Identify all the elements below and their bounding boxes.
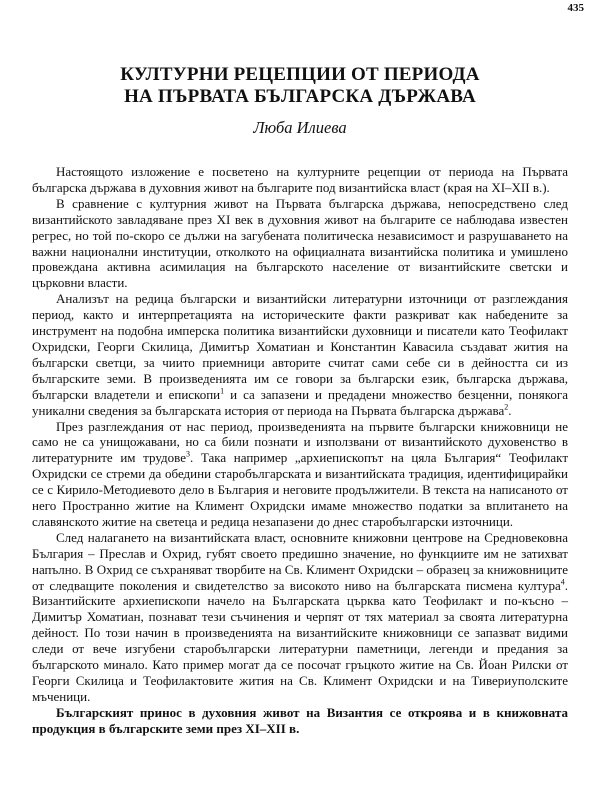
paragraph-text: Настоящото изложение е посветено на културните рецепции от периода на Първата българска държава в духовния живот на българите под византийска власт (края на XI–XII в.). [32, 164, 568, 195]
paragraph-text: . [508, 402, 512, 418]
paragraph-text: . Византийските архиепископи начело на Българската църква като Теофилакт и по-късно – Димитър Хоматиан, познават тези съчинения и черпят от тях материал за своята литературна дейност. По този начин в произведенията на византийските книжовници се запазват видими следи от вече изгубени старобългарски литературни паметници, легенди и предания за българското минало. Като пример могат да се посочат гръцкото житие на Св. Йоан Рилски от Георги Скилица и Теофилактовите жития на Св. Климент Охридски и на Тивериуполските мъченици. [32, 577, 568, 704]
page-number: 435 [567, 2, 584, 14]
paragraph-5 [32, 530, 568, 705]
footnote-ref-3: 3 [185, 449, 190, 459]
paragraph-6-bold [32, 705, 568, 737]
author-name: Люба Илиева [253, 118, 347, 137]
paragraph-text: . Така например „архиепископът на цяла България“ Теофилакт Охридски се стреми да обедини старобългарската и византийската традиция, идентифицирайки се с Кирило-Методиевото дело в България и неговите продължители. В текста на написаното от него Пространно житие на Климент Охридски имаме множество податки за вплитането на славянското житие на светеца и редица незапазени до днес старобългарски източници. [32, 450, 568, 529]
paragraph-2 [32, 196, 568, 291]
paragraph-text: Българският принос в духовния живот на Византия се откроява и в книжовната продукция в българските земи през XI–XII в. [32, 704, 568, 736]
title-line-1: КУЛТУРНИ РЕЦЕПЦИИ ОТ ПЕРИОДА [120, 64, 480, 85]
footnote-ref-2: 2 [504, 402, 509, 412]
footnote-ref-4: 4 [560, 577, 565, 587]
paragraph-3 [32, 291, 568, 418]
paragraph-text: Анализът на редица български и византийски литературни източници от разглеждания период, както и интерпретацията на историческите факти разкриват как набедените за инструмент на подобна имперска политика византийски духовници и писатели като Теофилакт Охридски, Георги Скилица, Димитър Хоматиан и Константин Кавасила създават жития на български светци, за чиито приемници авторите считат сами себе си в дейността си из българските земи. В произведенията им се говори за български език, българска държава, български владетели и епископи [32, 291, 568, 402]
paragraph-text: След налагането на византийската власт, основните книжовни центрове на Средновековна България – Преслав и Охрид, губят своето предишно значение, но функциите им не затихват напълно. В Охрид се съхраняват творбите на Св. Климент Охридски – образец за книжовниците от следващите поколения и свидетелство за високото ниво на българската писмена култура [32, 529, 568, 593]
paragraph-text: През разглеждания от нас период, произведенията на първите български книжовници не само не са унищожавани, но са били познати и използвани от византийското духовенство в литературните им трудове [32, 418, 568, 466]
paragraph-1 [32, 164, 568, 196]
paragraph-text: В сравнение с културния живот на Първата българска държава, непосредствено след византийското завладяване през XI век в духовния живот на българите се наблюдава известен регрес, но той по-скоро се дължи на загубената политическа независимост и разрушаването на важни национални институции, отколкото на официалната византийска политика и умишлено провеждана активна асимилация на българското население от византийските светски и църковни власти. [32, 195, 568, 291]
article-title [32, 64, 568, 108]
footnote-ref-1: 1 [220, 386, 225, 396]
article-body [32, 164, 568, 737]
title-line-2: НА ПЪРВАТА БЪЛГАРСКА ДЪРЖАВА [124, 86, 476, 107]
paragraph-4 [32, 419, 568, 530]
paragraph-text: и са запазени и предадени множество безценни, понякога уникални сведения за българската история от периода на Първата българска държава [32, 386, 568, 418]
